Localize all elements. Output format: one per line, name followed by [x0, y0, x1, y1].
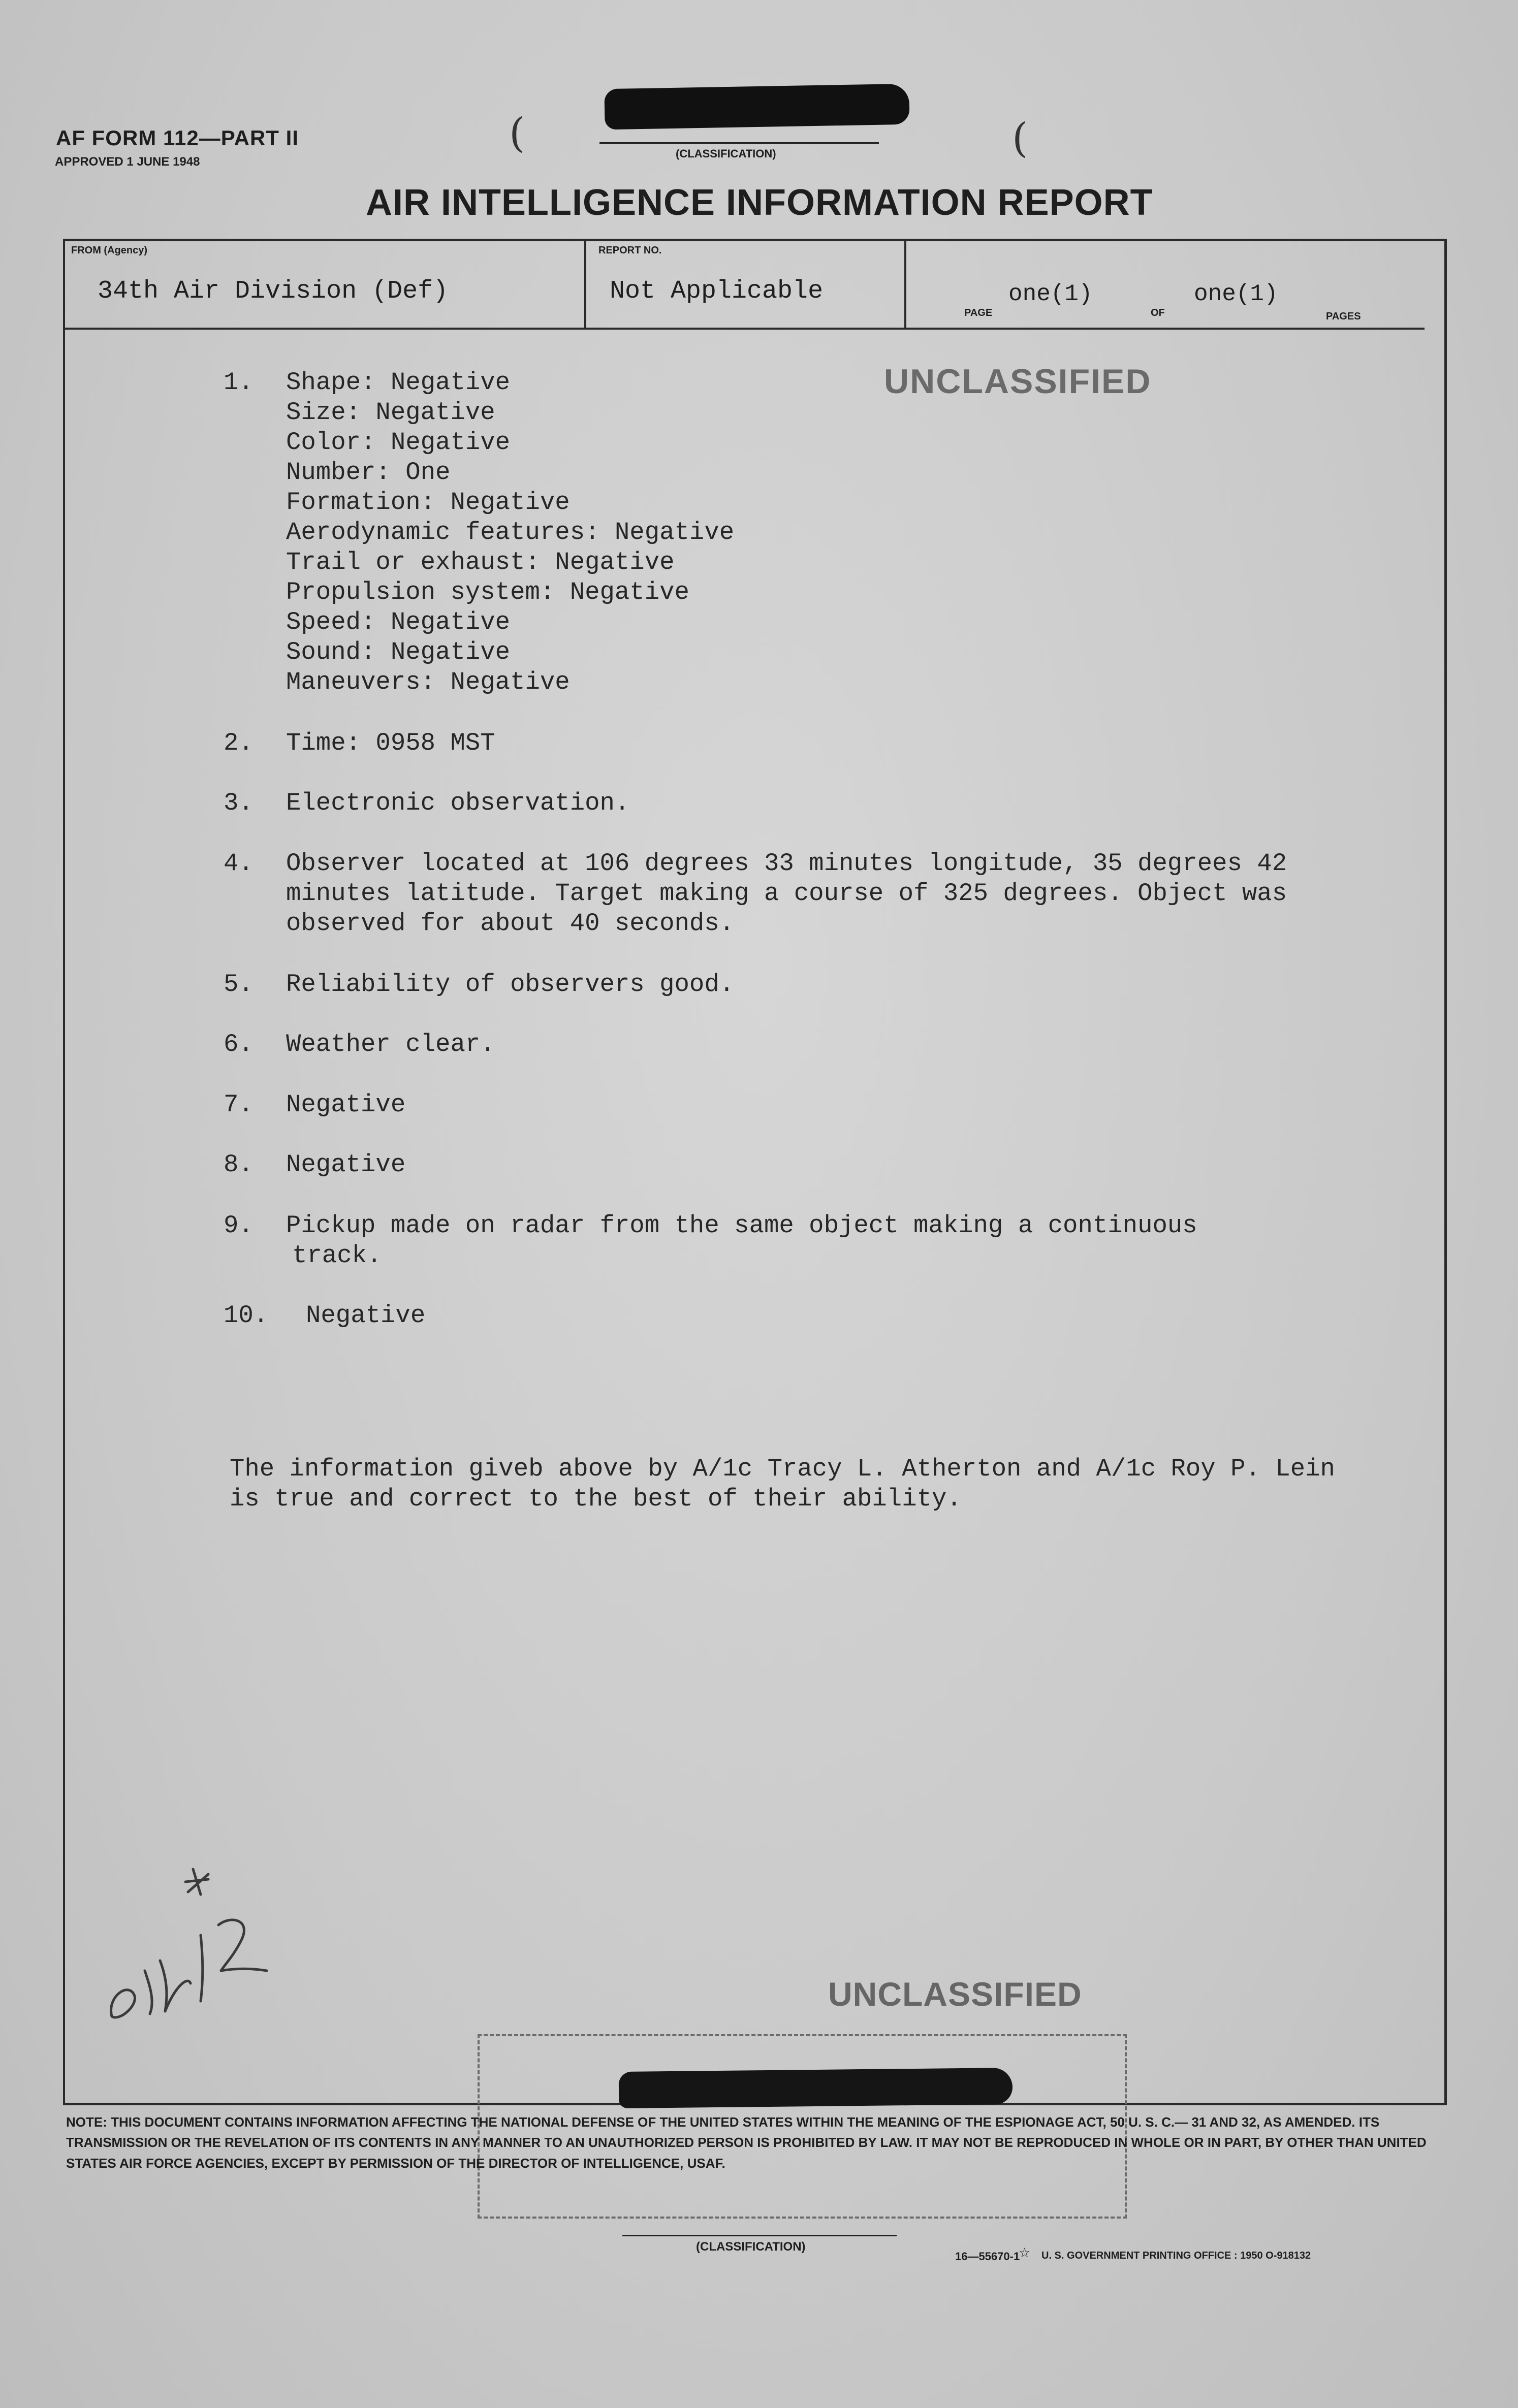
form-number: AF FORM 112—PART II — [56, 126, 299, 150]
item-line: Negative — [306, 1301, 426, 1330]
report-title: AIR INTELLIGENCE INFORMATION REPORT — [366, 182, 1153, 223]
star-icon: ☆ — [1019, 2245, 1031, 2260]
item-line: Negative — [286, 1150, 406, 1179]
form-approved-date: APPROVED 1 JUNE 1948 — [55, 155, 200, 169]
item-line: Color: Negative — [286, 428, 511, 457]
item-line: Number: One — [286, 458, 451, 487]
statement-line: is true and correct to the best of their ability. — [230, 1485, 962, 1513]
item-line: Weather clear. — [286, 1030, 495, 1058]
from-label: FROM (Agency) — [71, 245, 147, 256]
item-line: observed for about 40 seconds. — [286, 909, 735, 938]
item-line: Trail or exhaust: Negative — [286, 548, 675, 576]
espionage-act-note: NOTE: THIS DOCUMENT CONTAINS INFORMATION AFFECTING THE NATIONAL DEFENSE OF THE UNITED STATES WITHIN THE MEANING OF THE ESPIONAGE ACT, 50 U. S. C.— 31 AND 32, AS AMENDED. ITS TRANSMISSION OR THE REVELATION OF ITS CONTENTS IN ANY MANNER TO AN UNAUTHORIZED PERSON IS PROHIBITED BY LAW. IT MAY NOT BE REPRODUCED IN WHOLE OR IN PART, BY OTHER THAN UNITED STATES AIR FORCE AGENCIES, EXCEPT BY PERMISSION OF THE DIRECTOR OF INTELLIGENCE, USAF. — [66, 2114, 1427, 2171]
item-line: minutes latitude. Target making a course of 325 degrees. Object was — [286, 879, 1287, 908]
form-print-code: 16—55670-1 — [955, 2250, 1020, 2263]
from-value: 34th Air Division (Def) — [98, 277, 449, 306]
classification-line — [622, 2235, 897, 2236]
unclassified-stamp: UNCLASSIFIED — [884, 362, 1152, 401]
unclassified-stamp: UNCLASSIFIED — [828, 1975, 1082, 2013]
item-number: 1. — [224, 368, 254, 397]
report-no-label: REPORT NO. — [598, 245, 662, 256]
handwritten-annotation — [99, 1859, 287, 2032]
paren-mark: ( — [509, 109, 525, 156]
item-line: Negative — [286, 1090, 406, 1119]
paren-mark: ( — [1012, 114, 1028, 162]
page-label: PAGE — [964, 307, 993, 318]
item-number: 9. — [224, 1211, 254, 1240]
report-frame — [63, 239, 1447, 2105]
item-line: Time: 0958 MST — [286, 729, 495, 757]
page-value: one(1) — [1008, 281, 1093, 307]
item-line: Shape: Negative — [286, 368, 511, 397]
item-line: Reliability of observers good. — [286, 970, 735, 999]
item-line: Size: Negative — [286, 398, 495, 427]
statement-line: The information giveb above by A/1c Tracy L. Atherton and A/1c Roy P. Lein — [230, 1455, 1335, 1483]
item-line: Speed: Negative — [286, 608, 511, 636]
item-number: 7. — [224, 1090, 254, 1119]
redaction-mark — [619, 2068, 1013, 2108]
item-number: 5. — [224, 970, 254, 999]
item-line: track. — [292, 1241, 382, 1270]
item-line: Aerodynamic features: Negative — [286, 518, 735, 547]
item-line: Pickup made on radar from the same object making a continuous — [286, 1211, 1197, 1240]
item-line: Observer located at 106 degrees 33 minutes longitude, 35 degrees 42 — [286, 849, 1287, 878]
item-number: 3. — [224, 789, 254, 817]
of-label: OF — [1151, 307, 1165, 318]
item-line: Propulsion system: Negative — [286, 578, 689, 606]
printing-office-line: U. S. GOVERNMENT PRINTING OFFICE : 1950 O-918132 — [1041, 2250, 1311, 2261]
pages-label: PAGES — [1326, 311, 1361, 322]
header-divider — [63, 328, 1425, 330]
item-line: Electronic observation. — [286, 789, 630, 817]
redaction-mark — [604, 84, 909, 130]
item-line: Formation: Negative — [286, 488, 570, 517]
item-line: Sound: Negative — [286, 638, 511, 666]
report-no-value: Not Applicable — [610, 277, 824, 306]
header-column-divider — [584, 239, 586, 329]
item-number: 6. — [224, 1030, 254, 1058]
classification-label-top: (CLASSIFICATION) — [676, 147, 776, 160]
classification-line — [599, 142, 879, 144]
pages-total-value: one(1) — [1194, 281, 1278, 307]
item-number: 4. — [224, 849, 254, 878]
classification-label-bottom: (CLASSIFICATION) — [696, 2240, 806, 2254]
item-number: 10. — [224, 1301, 269, 1330]
header-column-divider — [904, 239, 906, 329]
item-number: 8. — [224, 1150, 254, 1179]
item-line: Maneuvers: Negative — [286, 668, 570, 696]
item-number: 2. — [224, 729, 254, 757]
